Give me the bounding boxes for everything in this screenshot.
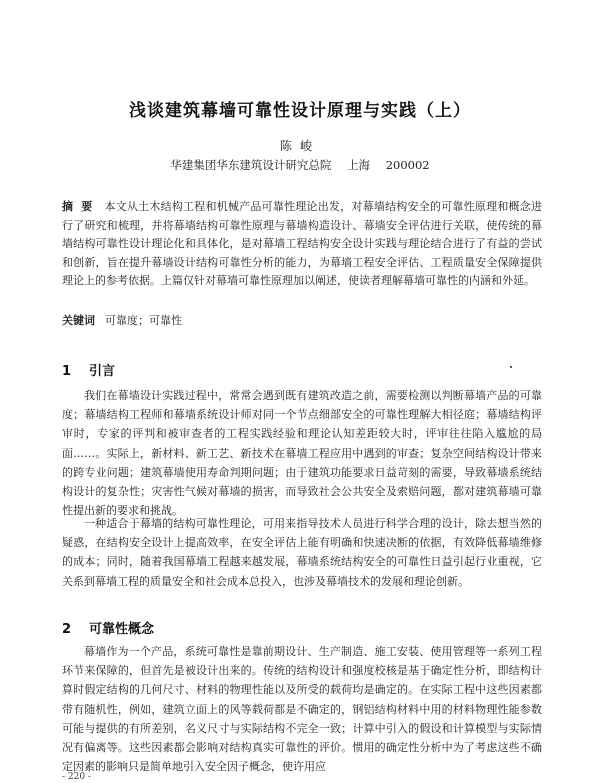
page-number: - 220 - [62,772,91,782]
section-heading-2 [62,618,154,637]
keywords-label: 关键词 [62,314,95,327]
section-number: 2 [62,622,72,637]
abstract-block [62,198,542,291]
section-heading-1 [62,360,115,379]
author-name: 陈峻 [279,139,320,153]
section-number: 1 [62,364,72,379]
keywords-line [62,312,542,328]
keywords-text: 可靠度；可靠性 [105,314,182,327]
affiliation-line [0,157,600,173]
affiliation-postcode: 200002 [385,158,430,172]
abstract-label: 摘要 [62,200,101,213]
affiliation-institute: 华建集团华东建筑设计研究总院 [170,158,332,172]
affiliation-city: 上海 [347,158,371,172]
abstract-text: 本文从土木结构工程和机械产品可靠性理论出发，对幕墙结构安全的可靠性原理和概念进行了研究和梳理，并将幕墙结构可靠性原理与幕墙构造设计、幕墙安全评估进行关联，使传统的幕墙结构可靠性设计理论化和具体化，是对幕墙工程结构安全设计实践与理论结合进行了有益的尝试和创新，旨在提升幕墙设计结构可靠性分析的能力，为幕墙工程安全评估、工程质量安全保障提供理论上的参考依据。上篇仅针对幕墙可靠性原理加以阐述，使读者理解幕墙可靠性的内涵和外延。 [62,200,543,288]
section-title: 可靠性概念 [89,622,155,637]
section-title: 引言 [89,364,116,379]
section-1-paragraph-1: 我们在幕墙设计实践过程中，常常会遇到既有建筑改造之前，需要检测以判断幕墙产品的可靠度；幕墙结构工程师和幕墙系统设计师对同一个节点细部安全的可靠性理解大相径庭；幕墙结构评审时，专家的评判和被审查者的工程实践经验和理论认知差距较大时，评审往往陷入尴尬的局面……。实际上，新材料、新工艺、新技术在幕墙工程应用中遇到的审查；复杂空间结构设计带来的跨专业问题；建筑幕墙使用寿命判期问题；由于建筑功能要求日益苛刻的需要，导致幕墙系统结构设计的复杂性；灾害性气候对幕墙的损害，而导致社会公共安全及索赔问题，都对建筑幕墙可靠性提出新的要求和挑战。 [62,389,542,518]
section-1-paragraph-2: 一种适合于幕墙的结构可靠性理论，可用来指导技术人员进行科学合理的设计，除去想当然的疑惑，在结构安全设计上提高效率，在安全评估上能有明确和快速决断的依据，有效降低幕墙维修的成本；同时，随着我国幕墙工程越来越发展，幕墙系统结构安全的可靠性日益引起行业重视，它关系到幕墙工程的质量安全和社会成本总投入，也涉及幕墙技术的发展和理论创新。 [62,517,542,588]
section-2-paragraph-1: 幕墙作为一个产品，系统可靠性是靠前期设计、生产制造、施工安装、使用管理等一系列工程环节来保障的，但首先是被设计出来的。传统的结构设计和强度校核是基于确定性分析，即结构计算时假定结构的几何尺寸、材料的物理性能以及所受的载荷均是确定的。在实际工程中这些因素都带有随机性，例如，建筑立面上的风等载荷都是不确定的，钢铝结构材料中用的材料物理性能参数可能与提供的有所差别，名义尺寸与实际结构不完全一致；计算中引入的假设和计算模型与实际情况有偏离等。这些因素都会影响对结构真实可靠性的评价。惯用的确定性分析中为了考虑这些不确定因素的影响只是简单地引入安全因子概念，使许用应 [62,645,542,774]
stray-mark [510,366,512,368]
paper-title: 浅谈建筑幕墙可靠性设计原理与实践（上） [129,101,471,121]
